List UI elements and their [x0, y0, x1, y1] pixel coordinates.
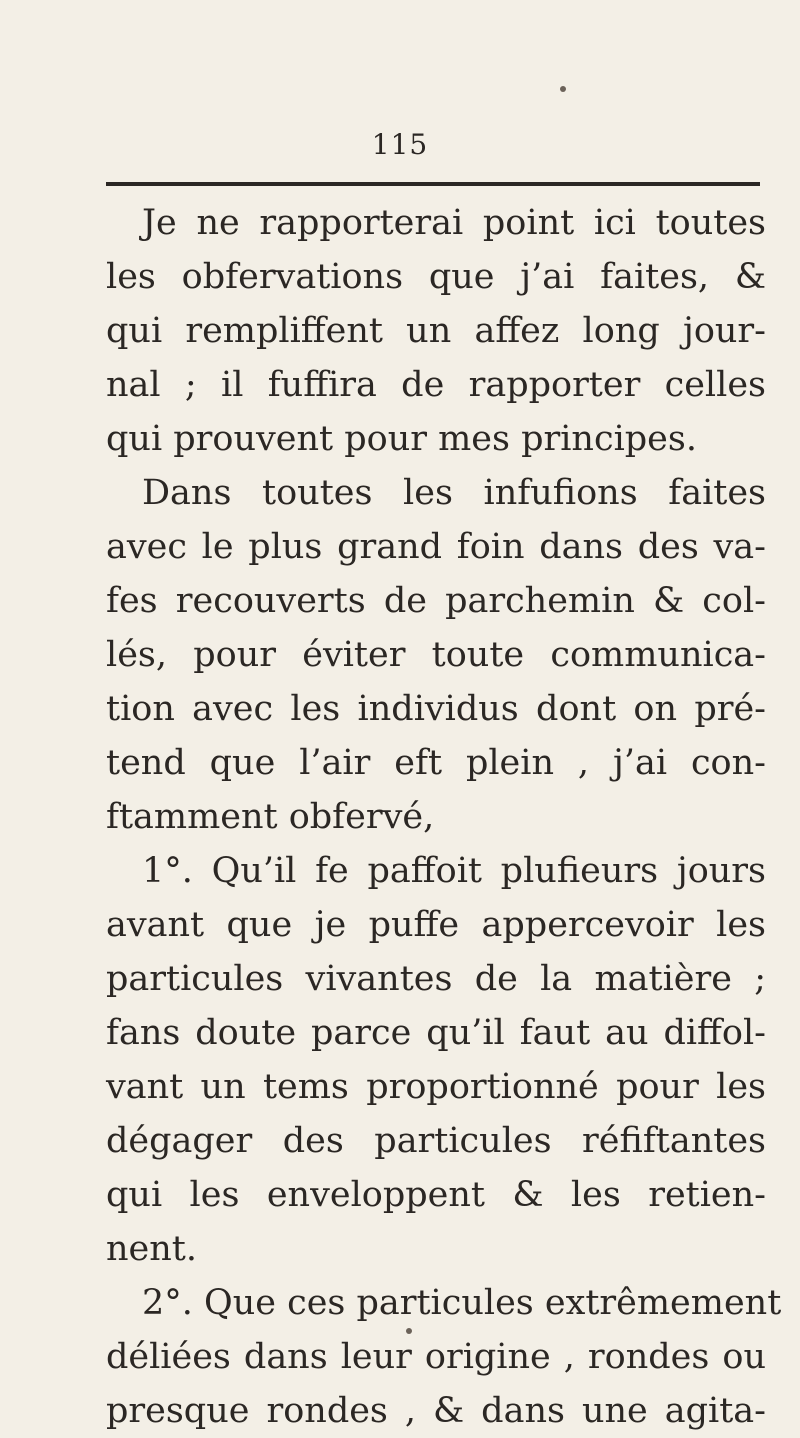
- text-line: qui prouvent pour mes principes.: [106, 419, 697, 459]
- paper-speck: [560, 86, 566, 92]
- text-line: fes recouverts de parchemin & col-: [106, 581, 766, 621]
- text-line: avec le plus grand foin dans des va-: [106, 527, 766, 567]
- text-line: particules vivantes de la matière ;: [106, 959, 766, 999]
- text-line: qui rempliffent un affez long jour-: [106, 311, 766, 351]
- text-line: 2°. Que ces particules extrêmement: [142, 1283, 782, 1323]
- text-line: ftamment obfervé,: [106, 797, 435, 837]
- text-line: Dans toutes les infufions faites: [142, 473, 766, 513]
- text-line: 1°. Qu’il fe paffoit plufieurs jours: [142, 851, 766, 891]
- text-line: presque rondes , & dans une agita-: [106, 1391, 766, 1431]
- text-line: nal ; il fuffira de rapporter celles: [106, 365, 766, 405]
- text-line: tion avec les individus dont on pré-: [106, 689, 766, 729]
- text-line: fans doute parce qu’il faut au diffol-: [106, 1013, 766, 1053]
- text-line: nent.: [106, 1229, 197, 1269]
- paper-speck: [406, 1328, 412, 1334]
- text-line: dégager des particules réfiftantes: [106, 1121, 766, 1161]
- text-line: qui les enveloppent & les retien-: [106, 1175, 766, 1215]
- text-line: tend que l’air eft plein , j’ai con-: [106, 743, 766, 783]
- text-line: déliées dans leur origine , rondes ou: [106, 1337, 766, 1377]
- text-line: Je ne rapporterai point ici toutes: [142, 203, 766, 243]
- text-line: vant un tems proportionné pour les: [106, 1067, 766, 1107]
- text-line: avant que je puffe appercevoir les: [106, 905, 766, 945]
- page-number: 115: [371, 128, 429, 161]
- header-rule: [106, 182, 760, 186]
- text-line: lés, pour éviter toute communica-: [106, 635, 766, 675]
- body-text: [106, 196, 782, 1438]
- text-line: les obfervations que j’ai faites, &: [106, 257, 766, 297]
